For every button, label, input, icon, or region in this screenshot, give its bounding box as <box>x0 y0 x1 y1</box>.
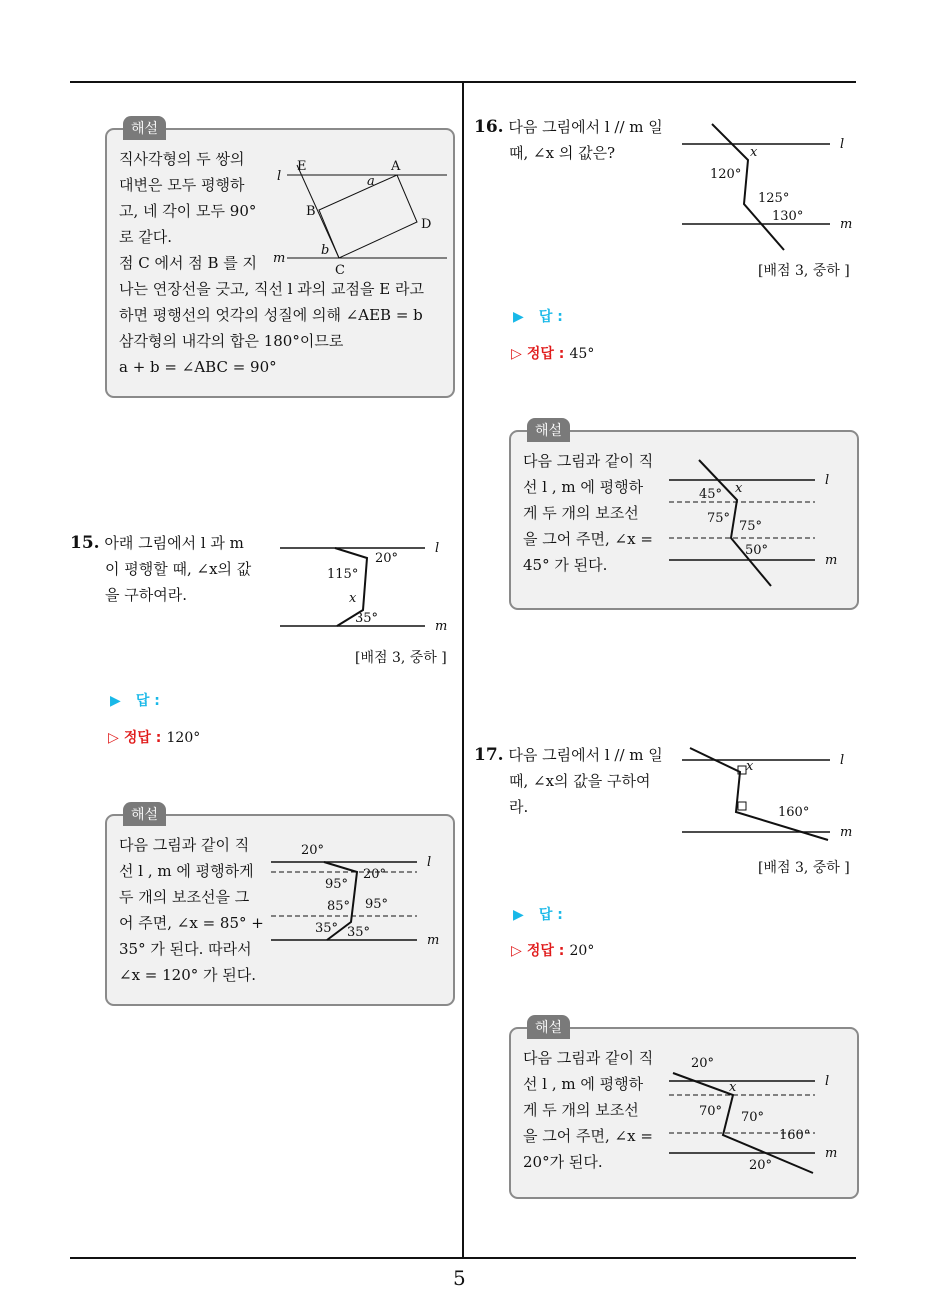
angle-75b: 75° <box>739 519 763 534</box>
question-16 <box>474 114 674 166</box>
angle-45: 45° <box>699 487 723 502</box>
correct-label: 정답 : <box>526 943 565 959</box>
explanation-tag: 해설 <box>123 116 166 140</box>
angle-x: x <box>746 759 754 774</box>
text-line: 직사각형의 두 쌍의 <box>119 150 245 168</box>
correct-label: 정답 : <box>123 730 162 746</box>
correct-row <box>511 343 594 363</box>
play-icon: ▶ <box>513 309 524 325</box>
column-divider <box>462 81 464 1259</box>
label-a: a <box>367 174 375 189</box>
text-line: 두 개의 보조선을 그 <box>119 888 250 906</box>
text-line: 다음 그림과 같이 직 <box>523 452 654 470</box>
text-line: 게 두 개의 보조선 <box>523 1101 639 1119</box>
explanation-box-15 <box>105 807 455 1006</box>
question-15 <box>70 530 260 608</box>
explanation-box-16 <box>509 423 859 610</box>
text-line: 나는 연장선을 긋고, 직선 l 과의 교점을 E 라고 <box>119 280 424 298</box>
label-l: l <box>840 137 845 152</box>
text-line: 이 평행할 때, ∠x의 값 <box>105 560 252 578</box>
question-text <box>474 114 674 166</box>
text-line: 을 그어 주면, ∠x = <box>523 1127 653 1145</box>
angle-x: x <box>750 145 758 160</box>
angle-75: 75° <box>707 511 731 526</box>
answer-row <box>513 904 563 924</box>
text-line: 대변은 모두 평행하 <box>119 176 245 194</box>
angle-20: 20° <box>375 551 399 566</box>
angle-20: 20° <box>691 1056 715 1071</box>
angle-20b: 20° <box>363 867 387 882</box>
angle-160: 160° <box>778 805 810 820</box>
text-line: 때, ∠x의 값을 구하여 <box>509 772 651 790</box>
text-line: 다음 그림에서 l // m 일 <box>508 746 663 764</box>
triangle-icon: ▷ <box>108 730 119 746</box>
label-m: m <box>435 619 448 634</box>
text-line: ∠x = 120° 가 된다. <box>119 966 257 984</box>
correct-row <box>511 940 594 960</box>
text-line: 때, ∠x 의 값은? <box>509 144 616 162</box>
text-line: 로 같다. <box>119 228 173 246</box>
label-m: m <box>840 825 853 840</box>
label-l: l <box>277 169 282 184</box>
angle-20: 20° <box>301 843 325 858</box>
text-line: 을 그어 주면, ∠x = <box>523 530 653 548</box>
explanation-tag: 해설 <box>527 418 570 442</box>
text-line: 점 C 에서 점 B 를 지 <box>119 254 258 272</box>
bottom-rule <box>70 1257 856 1259</box>
angle-x: x <box>735 481 743 496</box>
question-number: 17. <box>474 745 504 765</box>
answer-label: 답 : <box>135 693 160 709</box>
text-line: 20°가 된다. <box>523 1153 603 1171</box>
play-icon: ▶ <box>513 907 524 923</box>
question-text <box>70 530 260 608</box>
angle-70: 70° <box>699 1104 723 1119</box>
score-label: [배점 3, 중하 ] <box>758 263 850 279</box>
label-b: b <box>321 243 330 258</box>
text-line: 35° 가 된다. 따라서 <box>119 940 252 958</box>
question-number: 16. <box>474 117 504 137</box>
label-E: E <box>297 159 307 174</box>
label-m: m <box>825 553 838 568</box>
angle-x: x <box>729 1080 737 1095</box>
text-line: 고, 네 각이 모두 90° <box>119 202 257 220</box>
angle-35: 35° <box>355 611 379 626</box>
text-line: 을 구하여라. <box>105 586 187 604</box>
triangle-icon: ▷ <box>511 943 522 959</box>
text-line: 선 l , m 에 평행하 <box>523 478 644 496</box>
label-m: m <box>273 251 286 266</box>
label-l: l <box>435 541 440 556</box>
explanation-text <box>523 448 673 578</box>
text-line: 선 l , m 에 평행하 <box>523 1075 644 1093</box>
explanation-box-1 <box>105 121 455 398</box>
text-line: 라. <box>509 798 529 816</box>
text-line: 다음 그림과 같이 직 <box>523 1049 654 1067</box>
question-15-figure <box>275 530 455 640</box>
page-number: 5 <box>453 1266 466 1290</box>
answer-label: 답 : <box>538 907 563 923</box>
text-line: 선 l , m 에 평행하게 <box>119 862 254 880</box>
angle-120: 120° <box>710 167 742 182</box>
label-D: D <box>421 217 432 232</box>
angle-130: 130° <box>772 209 804 224</box>
explanation-15-figure <box>269 830 449 970</box>
explanation-text <box>523 1045 673 1175</box>
question-17-figure <box>680 744 860 844</box>
label-A: A <box>391 159 401 174</box>
text-line: 하면 평행선의 엇각의 성질에 의해 ∠AEB = b <box>119 306 423 324</box>
correct-value: 45° <box>569 346 595 362</box>
label-m: m <box>427 933 440 948</box>
label-l: l <box>825 1074 830 1089</box>
text-line: 다음 그림과 같이 직 <box>119 836 250 854</box>
angle-85: 85° <box>327 899 351 914</box>
angle-125: 125° <box>758 191 790 206</box>
answer-row <box>513 306 563 326</box>
angle-160: 160° <box>779 1128 811 1143</box>
text-line: a + b = ∠ABC = 90° <box>119 358 277 376</box>
angle-115: 115° <box>327 567 359 582</box>
triangle-icon: ▷ <box>511 346 522 362</box>
explanation-text-full <box>119 276 449 380</box>
explanation-tag: 해설 <box>123 802 166 826</box>
answer-row <box>110 690 160 710</box>
question-number: 15. <box>70 533 100 553</box>
correct-row <box>108 727 200 747</box>
score-label: [배점 3, 중하 ] <box>355 650 447 666</box>
label-C: C <box>335 263 345 275</box>
angle-50: 50° <box>745 543 769 558</box>
angle-35b: 35° <box>347 925 371 940</box>
label-l: l <box>427 855 432 870</box>
correct-value: 120° <box>166 730 201 746</box>
question-17 <box>474 742 674 820</box>
explanation-text <box>119 832 269 988</box>
explanation-16-figure <box>667 452 847 592</box>
angle-35: 35° <box>315 921 339 936</box>
correct-value: 20° <box>569 943 595 959</box>
text-line: 45° 가 된다. <box>523 556 608 574</box>
text-line: 게 두 개의 보조선 <box>523 504 639 522</box>
angle-95b: 95° <box>365 897 389 912</box>
angle-70b: 70° <box>741 1110 765 1125</box>
answer-label: 답 : <box>538 309 563 325</box>
label-m: m <box>825 1146 838 1161</box>
explanation-tag: 해설 <box>527 1015 570 1039</box>
text-line: 아래 그림에서 l 과 m <box>104 534 244 552</box>
text-line: 어 주면, ∠x = 85° + <box>119 914 264 932</box>
question-16-figure <box>680 118 860 258</box>
angle-x: x <box>349 591 357 606</box>
label-l: l <box>840 753 845 768</box>
label-m: m <box>840 217 853 232</box>
correct-label: 정답 : <box>526 346 565 362</box>
angle-95: 95° <box>325 877 349 892</box>
explanation-box-17 <box>509 1020 859 1199</box>
text-line: 삼각형의 내각의 합은 180°이므로 <box>119 332 344 350</box>
explanation-text <box>119 146 269 276</box>
rectangle-figure <box>269 150 447 275</box>
label-l: l <box>825 473 830 488</box>
angle-20b: 20° <box>749 1158 773 1173</box>
label-B: B <box>306 204 316 219</box>
score-label: [배점 3, 중하 ] <box>758 860 850 876</box>
explanation-17-figure <box>667 1049 847 1189</box>
play-icon: ▶ <box>110 693 121 709</box>
text-line: 다음 그림에서 l // m 일 <box>508 118 663 136</box>
question-text <box>474 742 674 820</box>
